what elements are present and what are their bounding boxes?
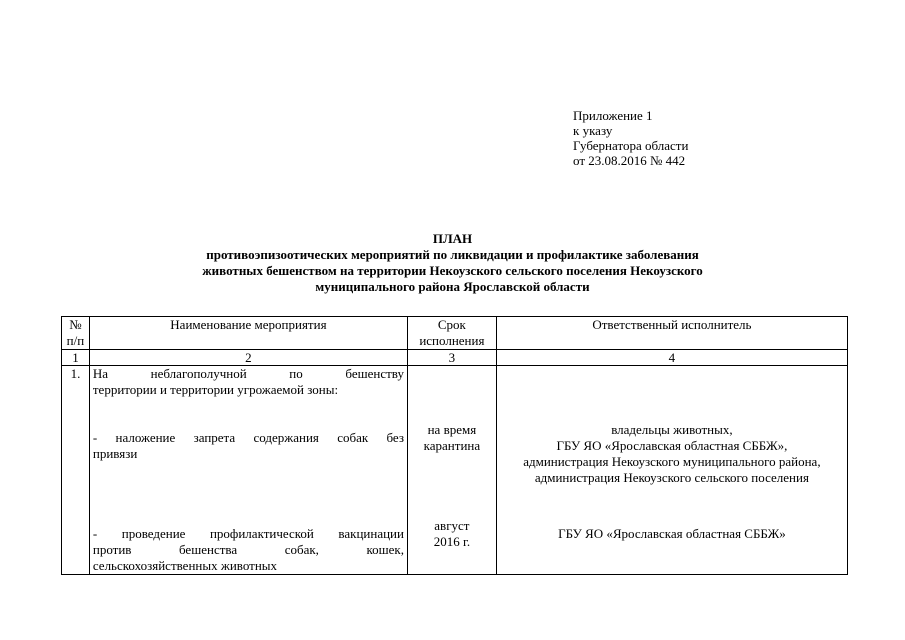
plan-table [61, 316, 848, 575]
term-line: 2016 г. [433, 534, 471, 549]
table-row [62, 366, 848, 575]
column-number: 2 [89, 350, 407, 366]
row-intro-line: территории и территории угрожаемой зоны: [92, 382, 339, 397]
plan-title [100, 231, 805, 295]
column-number: 3 [407, 350, 496, 366]
column-number: 1 [62, 350, 90, 366]
responsible-line: администрация Некоузского муниципального района, [523, 454, 821, 469]
appendix-line: к указу [573, 123, 613, 138]
responsible-line: ГБУ ЯО «Ярославская областная СББЖ» [558, 526, 786, 541]
row-activities [89, 366, 407, 575]
responsible-line: владельцы животных, [611, 422, 733, 437]
plan-subtitle-line: муниципального района Ярославской области [315, 279, 590, 294]
appendix-line: от 23.08.2016 № 442 [573, 153, 686, 168]
responsible-line: администрация Некоузского сельского поселения [534, 470, 809, 485]
column-number: 4 [496, 350, 847, 366]
appendix-block [573, 108, 688, 168]
appendix-line: Приложение 1 [573, 108, 653, 123]
activity-line: против бешенства собак, кошек, [92, 542, 404, 557]
activity-line: - наложение запрета содержания собак без [92, 430, 404, 445]
plan-subtitle-line: противоэпизоотических мероприятий по ликвидации и профилактике заболевания [206, 247, 699, 262]
table-header-row [62, 317, 848, 350]
term-line: карантина [423, 438, 481, 453]
plan-heading: ПЛАН [432, 231, 473, 246]
header-num: № п/п [62, 317, 90, 350]
appendix-line: Губернатора области [573, 138, 689, 153]
row-intro-line: На неблагополучной по бешенству [92, 366, 404, 381]
column-number-row [62, 350, 848, 366]
row-num: 1. [62, 366, 90, 575]
activity-line: привязи [92, 446, 138, 461]
header-responsible: Ответственный исполнитель [496, 317, 847, 350]
term-line: на время [427, 422, 477, 437]
header-term: Срок исполнения [407, 317, 496, 350]
row-responsible [496, 366, 847, 575]
row-terms [407, 366, 496, 575]
responsible-line: ГБУ ЯО «Ярославская областная СББЖ», [556, 438, 788, 453]
activity-line: - проведение профилактической вакцинации [92, 526, 404, 541]
term-line: август [434, 518, 470, 533]
activity-line: сельскохозяйственных животных [92, 558, 278, 573]
plan-subtitle-line: животных бешенством на территории Некоузского сельского поселения Некоузского [202, 263, 703, 278]
header-name: Наименование мероприятия [89, 317, 407, 350]
